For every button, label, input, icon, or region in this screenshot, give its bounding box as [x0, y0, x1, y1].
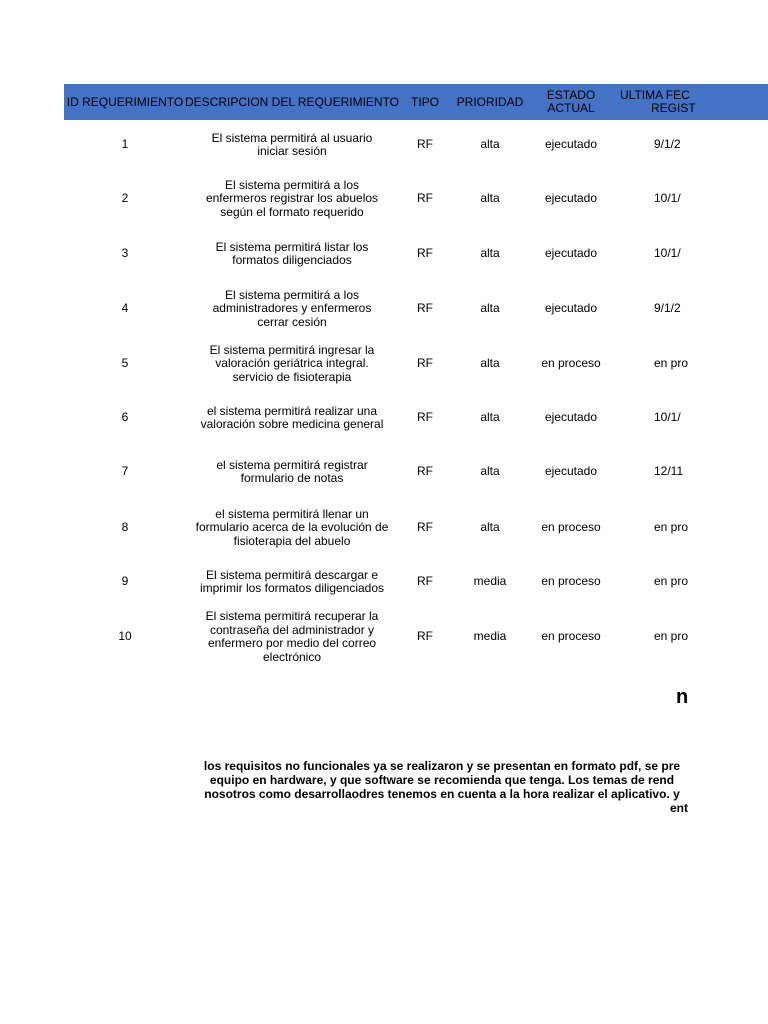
descripcion-line: enfermero por medio del correo: [207, 636, 377, 650]
descripcion-line: formulario acerca de la evolución de: [195, 520, 389, 535]
cell-descripcion[interactable]: [186, 564, 398, 600]
descripcion-line: El sistema permitirá a los: [224, 177, 360, 192]
table-row: [0, 126, 768, 164]
cell-tipo[interactable]: RF: [417, 629, 433, 644]
cell-fecha[interactable]: en pro: [654, 574, 689, 589]
header-estado[interactable]: ESTADO ACTUAL: [546, 88, 596, 115]
descripcion-line: El sistema permitirá listar los: [215, 239, 369, 254]
cell-tipo[interactable]: RF: [417, 356, 433, 371]
descripcion-line: El sistema permitirá ingresar la: [209, 342, 375, 357]
cell-descripcion[interactable]: [186, 126, 398, 164]
cell-id[interactable]: 2: [121, 191, 129, 206]
cell-estado[interactable]: ejecutado: [544, 301, 598, 316]
table-row: [0, 611, 768, 663]
cell-tipo[interactable]: RF: [417, 410, 433, 425]
cell-tipo[interactable]: RF: [417, 574, 433, 589]
cell-estado[interactable]: en proceso: [541, 520, 601, 535]
descripcion-line: el sistema permitirá registrar: [216, 457, 368, 472]
cell-estado[interactable]: ejecutado: [544, 137, 598, 152]
table-row: [0, 506, 768, 548]
header-descripcion[interactable]: DESCRIPCION DEL REQUERIMIENTO: [184, 94, 400, 109]
cell-fecha[interactable]: 9/1/2: [654, 301, 681, 316]
descripcion-line: El sistema permitirá recuperar la: [205, 609, 379, 623]
cell-prioridad[interactable]: alta: [480, 464, 500, 479]
cell-id[interactable]: 8: [121, 520, 129, 535]
descripcion-line: según el formato requerido: [220, 204, 364, 219]
cell-id[interactable]: 10: [118, 629, 132, 644]
descripcion-line: El sistema permitirá al usuario: [211, 130, 373, 145]
descripcion-line: formatos diligenciados: [232, 253, 352, 267]
descripcion-line: enfermeros registrar los abuelos: [205, 191, 379, 206]
table-row: [0, 342, 768, 384]
table-row: [0, 454, 768, 490]
cell-estado[interactable]: ejecutado: [544, 246, 598, 261]
descripcion-line: contraseña del administrador y: [209, 622, 375, 637]
cell-estado[interactable]: ejecutado: [544, 191, 598, 206]
cell-id[interactable]: 9: [121, 574, 129, 589]
cell-estado[interactable]: en proceso: [541, 629, 601, 644]
cell-tipo[interactable]: RF: [417, 301, 433, 316]
cell-tipo[interactable]: RF: [417, 246, 433, 261]
cell-descripcion[interactable]: [186, 287, 398, 329]
descripcion-line: El sistema permitirá a los: [224, 287, 360, 302]
cell-prioridad[interactable]: alta: [480, 246, 500, 261]
cell-tipo[interactable]: RF: [417, 520, 433, 535]
table-row: [0, 287, 768, 329]
cell-prioridad[interactable]: alta: [480, 301, 500, 316]
cell-fecha[interactable]: en pro: [654, 629, 689, 644]
descripcion-line: el sistema permitirá realizar una: [206, 403, 378, 418]
descripcion-line: fisioterapia del abuelo: [233, 533, 351, 548]
table-row: [0, 177, 768, 219]
cell-prioridad[interactable]: media: [473, 629, 507, 644]
cell-descripcion[interactable]: [186, 177, 398, 219]
cell-descripcion[interactable]: [186, 506, 398, 548]
descripcion-line: El sistema permitirá descargar e: [205, 567, 379, 582]
descripcion-line: formulario de notas: [240, 471, 344, 485]
cell-tipo[interactable]: RF: [417, 191, 433, 206]
descripcion-line: servicio de fisioterapia: [232, 369, 352, 384]
cell-prioridad[interactable]: alta: [480, 520, 500, 535]
cell-id[interactable]: 1: [121, 137, 129, 152]
cell-fecha[interactable]: en pro: [654, 356, 689, 371]
cell-tipo[interactable]: RF: [417, 464, 433, 479]
cell-fecha[interactable]: en pro: [654, 520, 689, 535]
cell-fecha[interactable]: 12/11: [654, 464, 684, 479]
cell-id[interactable]: 5: [121, 356, 129, 371]
cell-id[interactable]: 3: [121, 246, 129, 261]
cell-descripcion[interactable]: [186, 454, 398, 490]
cell-descripcion[interactable]: [186, 342, 398, 384]
table-row: [0, 236, 768, 272]
cell-id[interactable]: 4: [121, 301, 129, 316]
cell-tipo[interactable]: RF: [417, 137, 433, 152]
paragraph-line: equipo en hardware, y que software se recomienda que tenga. Los temas de rend: [209, 773, 675, 787]
cell-estado[interactable]: en proceso: [541, 356, 601, 371]
paragraph-line: los requisitos no funcionales ya se realizaron y se presentan en formato pdf, se pre: [203, 759, 681, 773]
cell-descripcion[interactable]: [186, 236, 398, 272]
header-tipo[interactable]: TIPO: [410, 94, 439, 109]
cell-prioridad[interactable]: alta: [480, 356, 500, 371]
cell-fecha[interactable]: 9/1/2: [654, 137, 681, 152]
cell-estado[interactable]: ejecutado: [544, 464, 598, 479]
descripcion-line: electrónico: [262, 649, 322, 664]
cell-fecha[interactable]: 10/1/: [654, 191, 681, 206]
cell-id[interactable]: 7: [121, 464, 129, 479]
cell-fecha[interactable]: 10/1/: [654, 410, 681, 425]
cell-descripcion[interactable]: [186, 611, 398, 663]
descripcion-line: administradores y enfermeros: [212, 301, 372, 316]
cell-prioridad[interactable]: alta: [480, 191, 500, 206]
cell-fecha[interactable]: 10/1/: [654, 246, 681, 261]
section-heading: n: [676, 686, 689, 708]
descripcion-line: valoración sobre medicina general: [200, 417, 384, 431]
cell-descripcion[interactable]: [186, 400, 398, 436]
descripcion-line: imprimir los formatos diligenciados: [199, 581, 385, 595]
nonfunctional-paragraph: [196, 759, 688, 815]
descripcion-line: valoración geriátrica integral.: [215, 356, 369, 371]
cell-prioridad[interactable]: media: [473, 574, 507, 589]
paragraph-line: ent: [670, 801, 688, 815]
header-fecha[interactable]: ULTIMA FEC REGIST: [620, 88, 696, 115]
header-prioridad[interactable]: PRIORIDAD: [456, 94, 524, 109]
descripcion-line: el sistema permitirá llenar un: [215, 506, 369, 521]
header-id[interactable]: ID REQUERIMIENTO: [66, 94, 184, 109]
cell-id[interactable]: 6: [121, 410, 129, 425]
cell-estado[interactable]: en proceso: [541, 574, 601, 589]
cell-prioridad[interactable]: alta: [480, 137, 500, 152]
descripcion-line: iniciar sesión: [257, 144, 327, 158]
descripcion-line: cerrar cesión: [257, 314, 327, 329]
table-row: [0, 564, 768, 600]
cell-prioridad[interactable]: alta: [480, 410, 500, 425]
cell-estado[interactable]: ejecutado: [544, 410, 598, 425]
table-row: [0, 400, 768, 436]
paragraph-line: nosotros como desarrollaodres tenemos en cuenta a la hora realizar el aplicativo. y: [204, 787, 680, 801]
